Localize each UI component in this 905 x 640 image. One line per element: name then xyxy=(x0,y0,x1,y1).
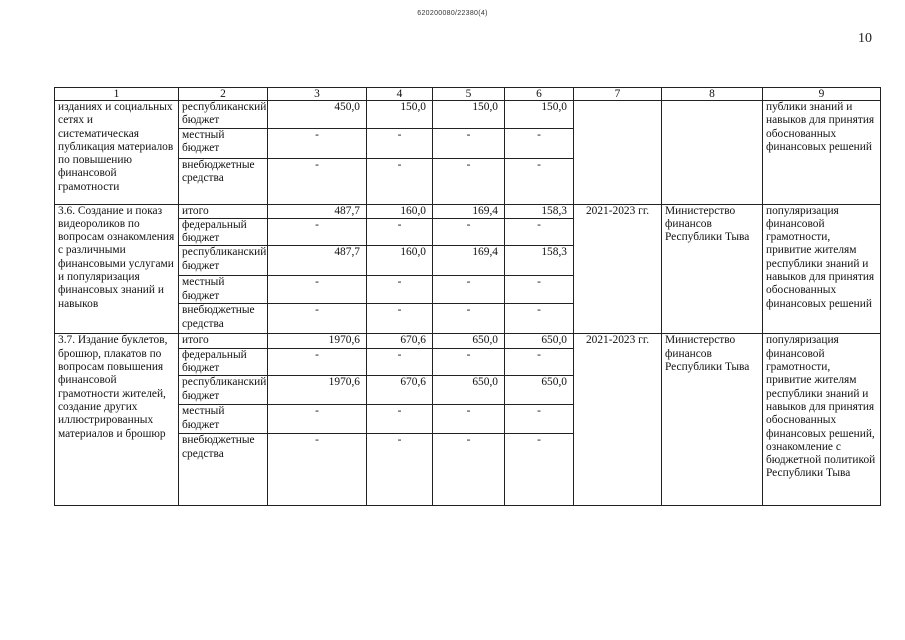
value-cell: - xyxy=(268,276,367,304)
executor-cell xyxy=(662,101,763,205)
value-cell: - xyxy=(268,434,367,506)
value-cell: 650,0 xyxy=(505,376,574,405)
value-cell: 487,7 xyxy=(268,204,367,218)
source-cell: республиканский бюджет xyxy=(179,101,268,129)
source-cell: местный бюджет xyxy=(179,405,268,434)
value-cell: - xyxy=(268,304,367,334)
source-cell: республиканский бюджет xyxy=(179,246,268,276)
header-cell: 2 xyxy=(179,88,268,101)
measure-cell: 3.6. Создание и показ видеороликов по вопросам ознакомления с различными финансовыми услугами и популяризация финансовых знаний и навыков xyxy=(55,204,179,334)
value-cell: - xyxy=(433,304,505,334)
value-cell: 450,0 xyxy=(268,101,367,129)
value-cell: 150,0 xyxy=(433,101,505,129)
value-cell: 487,7 xyxy=(268,246,367,276)
value-cell: - xyxy=(268,158,367,204)
value-cell: 160,0 xyxy=(367,246,433,276)
value-cell: - xyxy=(367,218,433,246)
value-cell: - xyxy=(433,348,505,376)
source-cell: итого xyxy=(179,334,268,348)
header-cell: 6 xyxy=(505,88,574,101)
source-cell: местный бюджет xyxy=(179,276,268,304)
period-cell: 2021-2023 гг. xyxy=(574,204,662,334)
source-cell: республиканский бюджет xyxy=(179,376,268,405)
value-cell: - xyxy=(433,276,505,304)
document-id: 620200080/22380(4) xyxy=(417,10,488,17)
value-cell: 150,0 xyxy=(505,101,574,129)
value-cell: 650,0 xyxy=(433,376,505,405)
value-cell: - xyxy=(268,218,367,246)
value-cell: - xyxy=(268,348,367,376)
value-cell: - xyxy=(367,276,433,304)
value-cell: - xyxy=(367,405,433,434)
value-cell: - xyxy=(367,348,433,376)
value-cell: - xyxy=(367,158,433,204)
value-cell: 650,0 xyxy=(433,334,505,348)
header-cell: 5 xyxy=(433,88,505,101)
budget-table xyxy=(54,87,881,506)
header-cell: 8 xyxy=(662,88,763,101)
value-cell: - xyxy=(505,158,574,204)
source-cell: внебюджетные средства xyxy=(179,304,268,334)
value-cell: - xyxy=(505,276,574,304)
value-cell: 1970,6 xyxy=(268,334,367,348)
header-row xyxy=(55,88,881,101)
header-cell: 4 xyxy=(367,88,433,101)
value-cell: 150,0 xyxy=(367,101,433,129)
value-cell: - xyxy=(268,405,367,434)
executor-cell: Министерство финансов Республики Тыва xyxy=(662,204,763,334)
value-cell: 158,3 xyxy=(505,246,574,276)
value-cell: 169,4 xyxy=(433,246,505,276)
value-cell: - xyxy=(433,434,505,506)
value-cell: - xyxy=(367,128,433,158)
period-cell xyxy=(574,101,662,205)
value-cell: - xyxy=(505,405,574,434)
source-cell: федеральный бюджет xyxy=(179,218,268,246)
value-cell: - xyxy=(433,128,505,158)
measure-cell: 3.7. Издание буклетов, брошюр, плакатов по вопросам повышения финансовой грамотности жителей, создание других иллюстрированных материалов и брошюр xyxy=(55,334,179,506)
value-cell: - xyxy=(505,218,574,246)
header-cell: 1 xyxy=(55,88,179,101)
value-cell: - xyxy=(505,304,574,334)
goal-cell: популяризация финансовой грамотности, привитие жителям республики знаний и навыков для принятия обоснованных финансовых решений xyxy=(763,204,881,334)
value-cell: 160,0 xyxy=(367,204,433,218)
value-cell: - xyxy=(505,434,574,506)
measure-cell: изданиях и социальных сетях и систематическая публикация материалов по повышению финансовой грамотности xyxy=(55,101,179,205)
source-cell: федеральный бюджет xyxy=(179,348,268,376)
goal-cell: публики знаний и навыков для принятия обоснованных финансовых решений xyxy=(763,101,881,205)
header-cell: 9 xyxy=(763,88,881,101)
value-cell: - xyxy=(433,405,505,434)
value-cell: 650,0 xyxy=(505,334,574,348)
value-cell: 670,6 xyxy=(367,334,433,348)
table-row xyxy=(55,204,881,218)
value-cell: - xyxy=(268,128,367,158)
header-cell: 3 xyxy=(268,88,367,101)
value-cell: 1970,6 xyxy=(268,376,367,405)
value-cell: 670,6 xyxy=(367,376,433,405)
source-cell: внебюджетные средства xyxy=(179,158,268,204)
source-cell: внебюджетные средства xyxy=(179,434,268,506)
value-cell: - xyxy=(367,434,433,506)
period-cell: 2021-2023 гг. xyxy=(574,334,662,506)
value-cell: - xyxy=(433,158,505,204)
header-cell: 7 xyxy=(574,88,662,101)
value-cell: 158,3 xyxy=(505,204,574,218)
value-cell: - xyxy=(505,348,574,376)
table-row xyxy=(55,101,881,129)
executor-cell: Министерство финансов Республики Тыва xyxy=(662,334,763,506)
goal-cell: популяризация финансовой грамотности, привитие жителям республики знаний и навыков для принятия обоснованных финансовых решений, ознакомление с бюджетной политикой Республики Тыва xyxy=(763,334,881,506)
value-cell: - xyxy=(367,304,433,334)
value-cell: 169,4 xyxy=(433,204,505,218)
source-cell: местный бюджет xyxy=(179,128,268,158)
value-cell: - xyxy=(505,128,574,158)
page-number: 10 xyxy=(858,31,872,46)
source-cell: итого xyxy=(179,204,268,218)
value-cell: - xyxy=(433,218,505,246)
table-row xyxy=(55,334,881,348)
